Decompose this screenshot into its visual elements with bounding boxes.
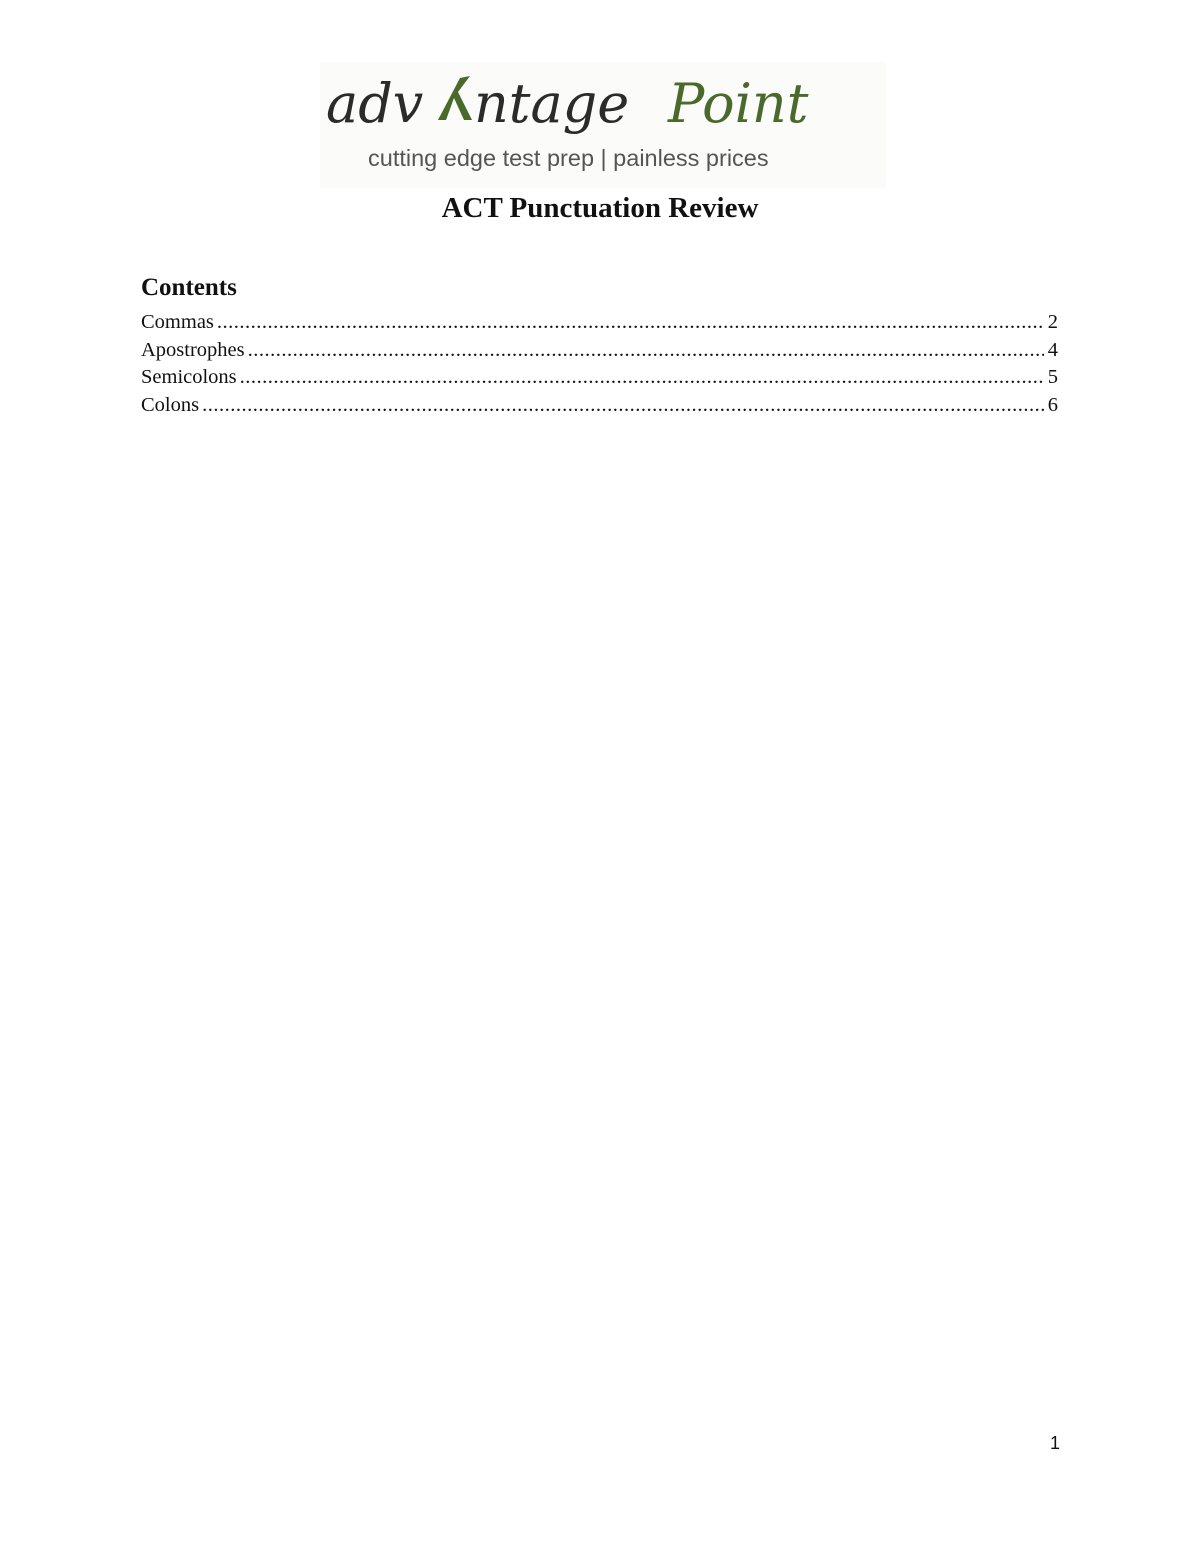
toc-entry-commas[interactable]	[141, 309, 1058, 337]
toc-entry-page: 6	[1047, 393, 1058, 416]
toc-entry-label: Colons	[141, 393, 200, 416]
logo-graphic	[320, 62, 886, 188]
logo-wordmark-part2: ntage	[474, 72, 630, 135]
toc-entry-colons[interactable]	[141, 392, 1058, 420]
toc-entry-apostrophes[interactable]	[141, 337, 1058, 365]
toc-entry-semicolons[interactable]	[141, 364, 1058, 392]
document-title: ACT Punctuation Review	[441, 192, 759, 224]
toc-dot-leader	[240, 364, 1044, 391]
logo-wordmark-part3: Point	[668, 72, 809, 135]
logo-tagline: cutting edge test prep | painless prices	[368, 145, 769, 171]
toc-dot-leader	[248, 337, 1044, 364]
toc-entry-label: Commas	[141, 311, 214, 333]
advantagepoint-logo	[320, 62, 886, 188]
toc-dot-leader	[202, 392, 1044, 419]
toc-entry-label: Apostrophes	[141, 338, 245, 361]
toc-entry-page: 2	[1047, 311, 1058, 333]
toc-entry-label: Semicolons	[141, 366, 237, 388]
toc-entry-page: 5	[1047, 366, 1058, 388]
page-number: 1	[1049, 1433, 1060, 1453]
table-of-contents	[141, 309, 1058, 419]
logo-wordmark-part1: adv	[326, 72, 424, 135]
toc-entry-page: 4	[1047, 338, 1058, 361]
toc-heading: Contents	[141, 274, 237, 301]
toc-dot-leader	[217, 309, 1044, 336]
